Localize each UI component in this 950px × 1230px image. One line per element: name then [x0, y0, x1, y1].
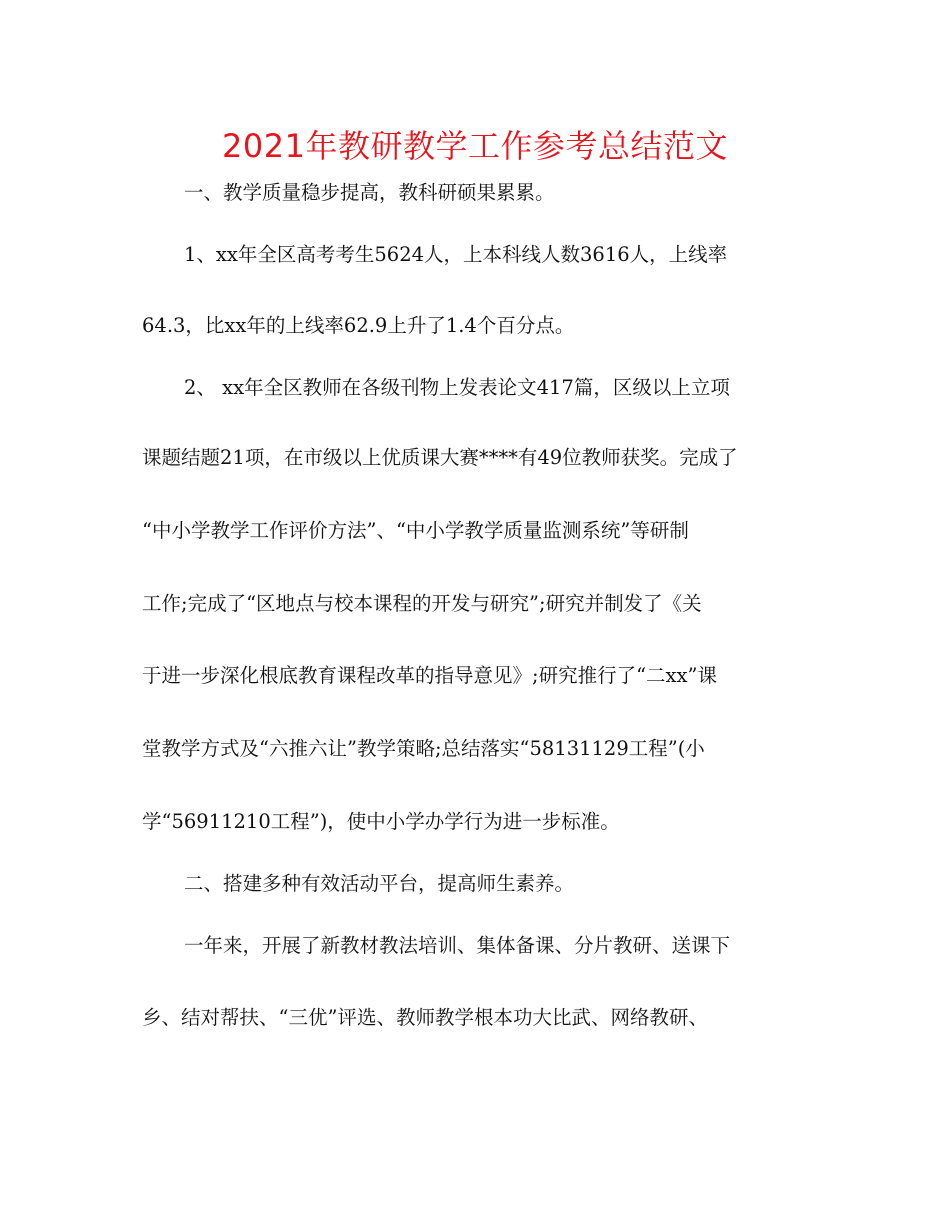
paragraph-line: 堂教学方式及“六推六让”教学策略;总结落实“58131129工程”(小	[142, 737, 705, 760]
document-title: 2021年教研教学工作参考总结范文	[222, 127, 728, 165]
paragraph-line: 64.3，比xx年的上线率62.9上升了1.4个百分点。	[142, 314, 575, 337]
paragraph-line: 学“56911210工程”)，使中小学办学行为进一步标准。	[142, 810, 620, 833]
paragraph-line: “中小学教学工作评价方法”、“中小学教学质量监测系统”等研制	[142, 519, 689, 542]
paragraph-line: 于进一步深化根底教育课程改革的指导意见》;研究推行了“二xx”课	[142, 664, 718, 687]
paragraph-line: 乡、结对帮扶、“三优”评选、教师教学根本功大比武、网络教研、	[142, 1006, 708, 1029]
paragraph-line: 工作;完成了“区地点与校本课程的开发与研究”;研究并制发了《关	[142, 592, 702, 615]
paragraph-line: 1、xx年全区高考考生5624人，上本科线人数3616人，上线率	[184, 243, 728, 266]
section-heading-1: 一、教学质量稳步提高，教科研硕果累累。	[184, 181, 555, 204]
paragraph-line: 2、 xx年全区教师在各级刊物上发表论文417篇，区级以上立项	[184, 376, 730, 399]
section-heading-2: 二、搭建多种有效活动平台，提高师生素养。	[184, 872, 575, 895]
paragraph-line: 一年来，开展了新教材教法培训、集体备课、分片教研、送课下	[184, 934, 731, 957]
paragraph-line: 课题结题21项，在市级以上优质课大赛****有49位教师获奖。完成了	[142, 446, 738, 469]
